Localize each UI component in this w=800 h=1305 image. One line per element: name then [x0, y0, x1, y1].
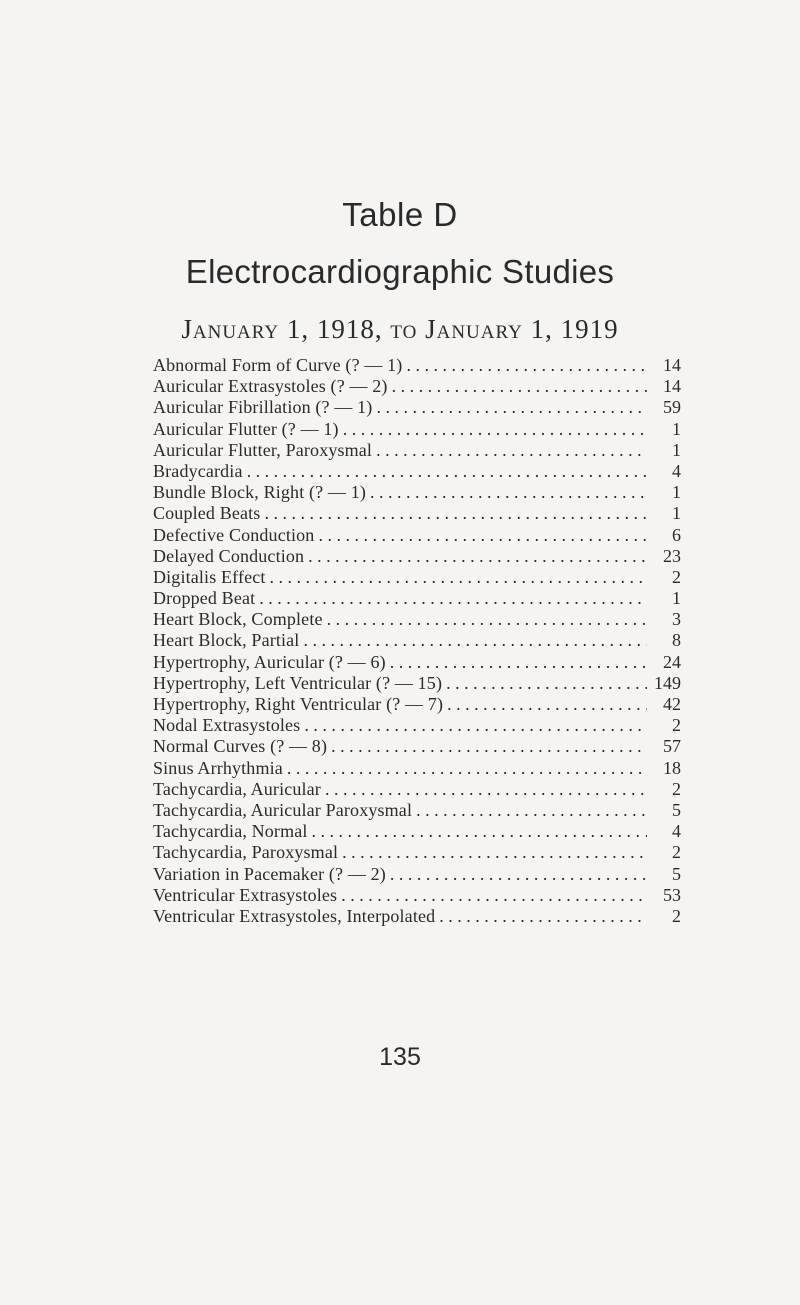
entry-count: 2 — [672, 842, 681, 863]
list-item — [153, 821, 681, 842]
dot-leader — [321, 779, 647, 800]
dot-leader — [339, 419, 647, 440]
list-item — [153, 397, 681, 418]
entry-count: 8 — [672, 630, 681, 651]
entry-count: 59 — [663, 397, 681, 418]
entry-label: Auricular Extrasystoles (? — 2) — [153, 376, 388, 397]
list-item — [153, 355, 681, 376]
entry-count: 24 — [663, 651, 681, 672]
dot-leader — [299, 630, 647, 651]
entry-count: 14 — [663, 355, 681, 375]
entry-count: 5 — [672, 863, 681, 884]
dot-leader — [304, 546, 647, 567]
entry-count: 53 — [663, 884, 681, 905]
list-item — [153, 588, 681, 609]
entry-count: 2 — [672, 715, 681, 736]
studies-list — [153, 355, 681, 927]
list-item — [153, 715, 681, 736]
list-item — [153, 567, 681, 588]
entry-label: Variation in Pacemaker (? — 2) — [153, 863, 386, 884]
entry-count: 1 — [672, 588, 681, 609]
dot-leader — [372, 440, 647, 461]
list-item — [153, 842, 681, 863]
list-item — [153, 906, 681, 927]
entry-label: Digitalis Effect — [153, 566, 266, 587]
list-item — [153, 673, 681, 694]
entry-count: 14 — [663, 376, 681, 397]
entry-label: Hypertrophy, Left Ventricular (? — 15) — [153, 672, 443, 693]
entry-label: Hypertrophy, Right Ventricular (? — 7) — [153, 694, 444, 714]
list-item — [153, 652, 681, 673]
entry-count: 4 — [672, 460, 681, 481]
list-item — [153, 758, 681, 779]
entry-label: Abnormal Form of Curve (? — 1) — [153, 355, 403, 375]
entry-count: 4 — [672, 821, 681, 842]
entry-count: 1 — [672, 418, 681, 439]
entry-label: Bundle Block, Right (? — 1) — [153, 482, 367, 503]
dot-leader — [338, 842, 647, 863]
list-item — [153, 736, 681, 757]
entry-label: Tachycardia, Auricular Paroxysmal — [153, 799, 413, 820]
entry-count: 2 — [672, 566, 681, 587]
entry-label: Delayed Conduction — [153, 545, 305, 566]
entry-label: Auricular Fibrillation (? — 1) — [153, 397, 373, 418]
dot-leader — [366, 482, 647, 503]
list-item — [153, 440, 681, 461]
dot-leader — [442, 673, 647, 694]
list-item — [153, 546, 681, 567]
list-item — [153, 864, 681, 885]
entry-count: 1 — [672, 439, 681, 460]
list-item — [153, 609, 681, 630]
dot-leader — [337, 885, 647, 906]
dot-leader — [314, 525, 647, 546]
entry-label: Ventricular Extrasystoles, Interpolated — [153, 905, 436, 926]
date-range: January 1, 1918, to January 1, 1919 — [181, 314, 619, 344]
table-title: Table D — [342, 196, 458, 233]
entry-count: 6 — [672, 524, 681, 545]
list-item — [153, 461, 681, 482]
dot-leader — [435, 906, 647, 927]
list-item — [153, 419, 681, 440]
entry-label: Heart Block, Partial — [153, 630, 300, 651]
entry-label: Coupled Beats — [153, 503, 261, 524]
entry-count: 2 — [672, 778, 681, 799]
list-item — [153, 525, 681, 546]
entry-label: Bradycardia — [153, 460, 243, 481]
entry-count: 23 — [663, 545, 681, 566]
entry-label: Normal Curves (? — 8) — [153, 736, 328, 757]
entry-label: Defective Conduction — [153, 524, 315, 545]
dot-leader — [323, 609, 647, 630]
dot-leader — [388, 376, 647, 397]
entry-count: 5 — [672, 799, 681, 820]
list-item — [153, 779, 681, 800]
entry-label: Tachycardia, Auricular — [153, 778, 321, 799]
entry-count: 18 — [663, 757, 681, 778]
table-subtitle: Electrocardiographic Studies — [185, 253, 615, 290]
entry-count: 3 — [672, 609, 681, 630]
dot-leader — [386, 652, 647, 673]
list-item — [153, 482, 681, 503]
dot-leader — [243, 461, 647, 482]
entry-count: 42 — [663, 694, 681, 714]
entry-label: Hypertrophy, Auricular (? — 6) — [153, 651, 386, 672]
dot-leader — [327, 736, 647, 757]
dot-leader — [255, 588, 647, 609]
dot-leader — [300, 715, 647, 736]
list-item — [153, 694, 681, 715]
dot-leader — [266, 567, 647, 588]
entry-label: Auricular Flutter, Paroxysmal — [153, 439, 373, 460]
entry-label: Nodal Extrasystoles — [153, 715, 301, 736]
dot-leader — [386, 864, 647, 885]
entry-count: 2 — [672, 905, 681, 926]
list-item — [153, 800, 681, 821]
entry-count: 149 — [654, 672, 681, 693]
dot-leader — [260, 503, 647, 524]
dot-leader — [443, 694, 647, 715]
page-number: 135 — [379, 1043, 421, 1071]
dot-leader — [372, 397, 647, 418]
entry-label: Sinus Arrhythmia — [153, 757, 283, 778]
entry-label: Tachycardia, Paroxysmal — [153, 842, 339, 863]
list-item — [153, 376, 681, 397]
dot-leader — [308, 821, 647, 842]
dot-leader — [412, 800, 647, 821]
list-item — [153, 630, 681, 651]
entry-count: 1 — [672, 503, 681, 524]
entry-label: Auricular Flutter (? — 1) — [153, 418, 339, 439]
list-item — [153, 885, 681, 906]
dot-leader — [402, 355, 647, 376]
entry-count: 57 — [663, 736, 681, 757]
entry-label: Ventricular Extrasystoles — [153, 884, 338, 905]
entry-label: Dropped Beat — [153, 588, 256, 609]
dot-leader — [283, 758, 647, 779]
entry-count: 1 — [672, 482, 681, 503]
entry-label: Tachycardia, Normal — [153, 821, 308, 842]
list-item — [153, 503, 681, 524]
entry-label: Heart Block, Complete — [153, 609, 323, 630]
